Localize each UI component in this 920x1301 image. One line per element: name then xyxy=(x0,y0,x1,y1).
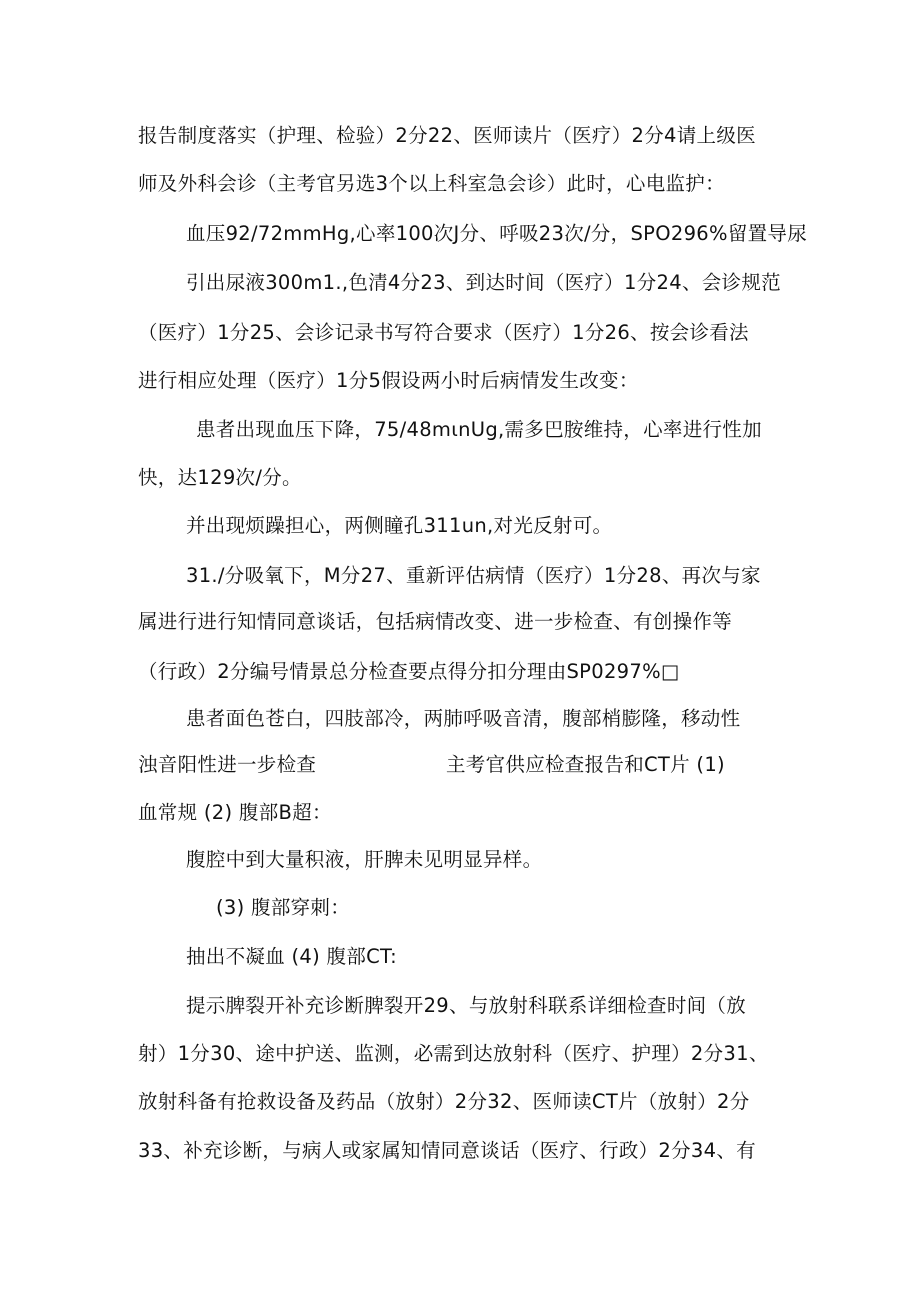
text-line-17: (3) 腹部穿刺： xyxy=(216,896,351,919)
text-line-12: （行政）2分编号情景总分检查要点得分扣分理由SP0297%□ xyxy=(138,660,680,683)
text-line-15: 血常规 (2) 腹部B超： xyxy=(138,801,332,824)
text-line-4: 引出尿液300m1.,色清4分23、到达时间（医疗）1分24、会诊规范 xyxy=(186,271,781,294)
text-line-13: 患者面色苍白，四肢部冷，两肺呼吸音清，腹部梢膨隆，移动性 xyxy=(186,707,741,730)
text-line-14: 浊音阳性进一步检查 xyxy=(138,753,317,776)
text-line-3: 血压92/72mmHg,心率100次J分、呼吸23次/分，SPO296%留置导尿 xyxy=(186,222,808,245)
text-line-11: 属进行进行知情同意谈话，包括病情改变、进一步检查、有创操作等 xyxy=(138,610,733,633)
text-line-20: 射）1分30、途中护送、监测，必需到达放射科（医疗、护理）2分31、 xyxy=(138,1042,769,1065)
text-line-5: （医疗）1分25、会诊记录书写符合要求（医疗）1分26、按会诊看法 xyxy=(138,321,749,344)
text-line-9: 并出现烦躁担心，两侧瞳孔311un,对光反射可。 xyxy=(186,514,613,537)
text-line-2: 师及外科会诊（主考官另选3个以上科室急会诊）此时，心电监护： xyxy=(138,172,725,195)
text-line-1: 报告制度落实（护理、检验）2分22、医师读片（医疗）2分4请上级医 xyxy=(138,124,756,147)
text-line-16: 腹腔中到大量积液，肝脾未见明显异样。 xyxy=(186,848,543,871)
text-line-14-right: 主考官供应检查报告和CT片 (1) xyxy=(446,753,725,776)
text-line-8: 快，达129次/分。 xyxy=(138,466,302,489)
text-line-6: 进行相应处理（医疗）1分5假设两小时后病情发生改变： xyxy=(138,369,639,392)
text-line-10: 31./分吸氧下，M分27、重新评估病情（医疗）1分28、再次与家 xyxy=(186,564,761,587)
text-line-22: 33、补充诊断，与病人或家属知情同意谈话（医疗、行政）2分34、有 xyxy=(138,1139,756,1162)
text-line-18: 抽出不凝血 (4) 腹部CT: xyxy=(186,945,397,968)
text-line-7: 患者出现血压下降，75/48mιnUg,需多巴胺维持，心率进行性加 xyxy=(196,418,762,441)
text-line-19: 提示脾裂开补充诊断脾裂开29、与放射科联系详细检查时间（放 xyxy=(186,994,747,1017)
text-line-21: 放射科备有抢救设备及药品（放射）2分32、医师读CT片（放射）2分 xyxy=(138,1090,750,1113)
